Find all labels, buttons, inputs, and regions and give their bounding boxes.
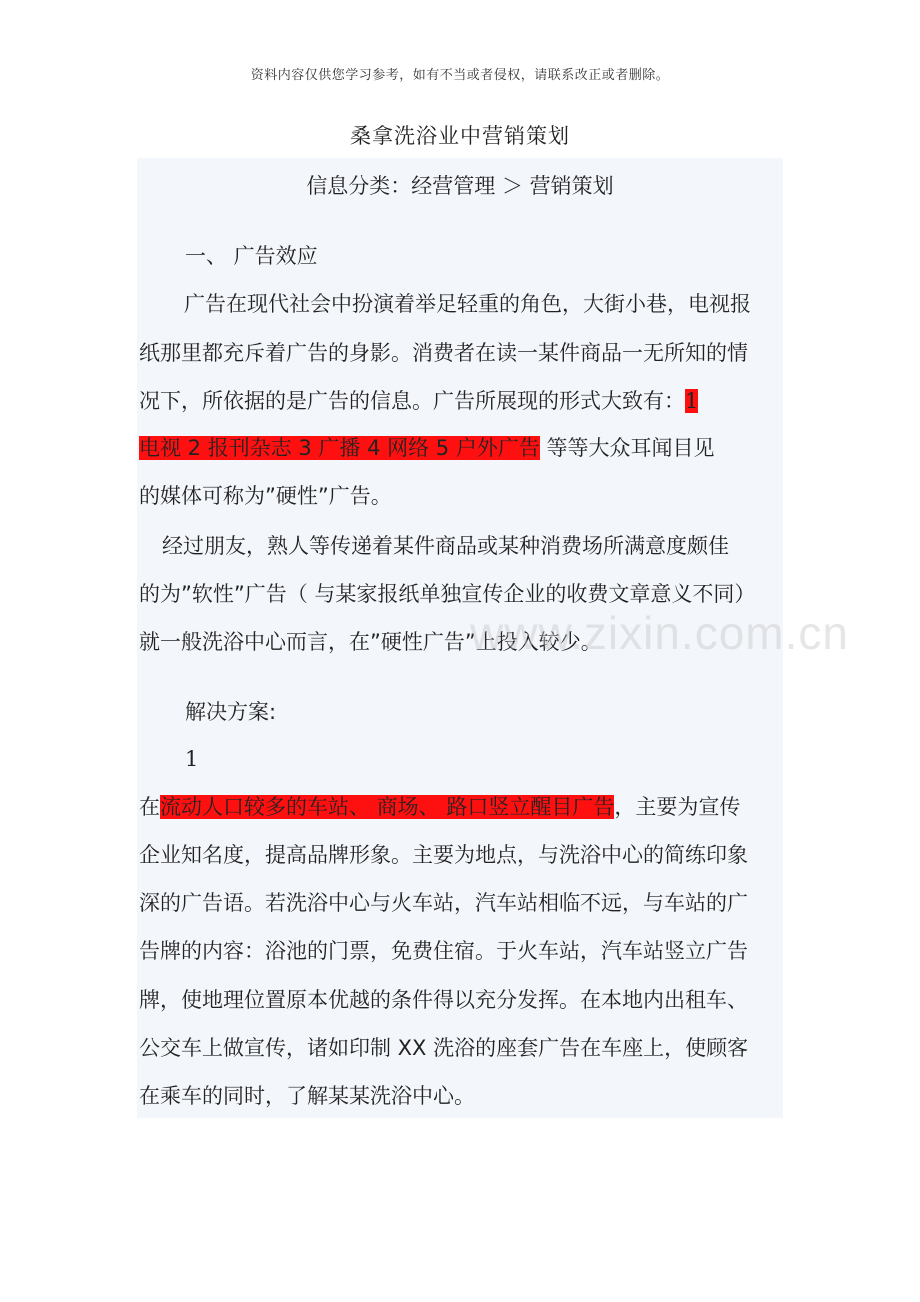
paragraph-line: 公交车上做宣传，诸如印制 XX 洗浴的座套广告在车座上，使顾客	[139, 1036, 749, 1060]
paragraph-line: 的为”软性”广告（ 与某家报纸单独宣传企业的收费文章意义不同）	[139, 582, 756, 606]
paragraph-text: 况下，所依据的是广告的信息。广告所展现的形式大致有：	[139, 389, 685, 413]
paragraph-line	[139, 386, 789, 416]
paragraph-line: 的媒体可称为”硬性”广告。	[139, 484, 392, 508]
paragraph-line: 告牌的内容：浴池的门票，免费住宿。于火车站，汽车站竖立广告	[139, 939, 748, 963]
section-heading: 一、 广告效应	[185, 244, 318, 268]
paragraph-line: 深的广告语。若洗浴中心与火车站，汽车站相临不远，与车站的广	[139, 891, 748, 915]
paragraph-text: 在	[139, 795, 160, 819]
solution-label: 解决方案:	[185, 700, 277, 724]
paragraph-text: ，主要为宣传	[614, 795, 741, 819]
highlighted-text: 电视 2 报刊杂志 3 广播 4 网络 5 户外广告	[139, 436, 540, 460]
paragraph-line: 就一般洗浴中心而言，在”硬性广告”上投入较少。	[139, 630, 602, 654]
category-line: 信息分类：经营管理 ＞ 营销策划	[306, 174, 614, 198]
paragraph-text: 等等大众耳闻目见	[539, 436, 715, 460]
solution-number: 1	[185, 747, 199, 771]
disclaimer-header: 资料内容仅供您学习参考，如有不当或者侵权，请联系改正或者删除。	[250, 68, 670, 83]
highlighted-text: 1	[685, 389, 699, 413]
paragraph-line	[139, 433, 789, 463]
paragraph-line: 企业知名度，提高品牌形象。主要为地点，与洗浴中心的简练印象	[139, 843, 748, 867]
paragraph-line: 广告在现代社会中扮演着举足轻重的角色，大街小巷，电视报	[184, 292, 751, 316]
document-title: 桑拿洗浴业中营销策划	[350, 124, 570, 148]
paragraph-line: 纸那里都充斥着广告的身影。消费者在读一某件商品一无所知的情	[139, 341, 748, 365]
paragraph-line	[139, 792, 789, 822]
paragraph-line: 在乘车的同时，了解某某洗浴中心。	[139, 1084, 475, 1108]
highlighted-text: 流动人口较多的车站、 商场、 路口竖立醒目广告	[160, 795, 615, 819]
watermark: www.zixin.com.cn	[470, 607, 849, 659]
paragraph-line: 经过朋友，熟人等传递着某件商品或某种消费场所满意度颇佳	[162, 534, 729, 558]
paragraph-line: 牌，使地理位置原本优越的条件得以充分发挥。在本地内出租车、	[139, 988, 748, 1012]
